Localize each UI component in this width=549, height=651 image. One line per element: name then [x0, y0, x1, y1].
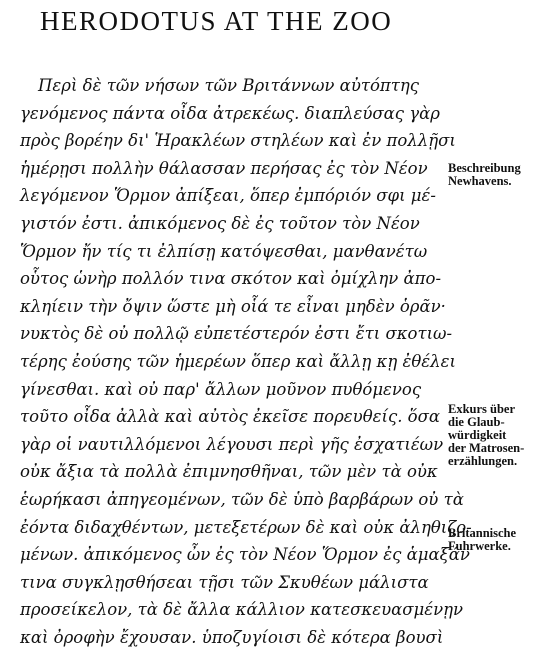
margin-note-line: erzählungen.	[448, 454, 518, 468]
text-line: ἐόντα διδαχθέντων, μετεξετέρων δὲ καὶ οὐκ ἀληθιζο-	[20, 517, 472, 537]
text-line: λεγόμενον Ὅρμον ἀπίξεαι, ὅπερ ἐμπόριόν σφι μέ-	[20, 186, 436, 206]
text-line: καὶ ὀροφὴν ἔχουσαν. ὑποζυγίοισι δὲ κότερα βουσὶ	[20, 627, 444, 647]
margin-note-line: die Glaub-	[448, 415, 505, 429]
text-line: πρὸς βορέην δι' Ἡρακλέων στηλέων καὶ ἐν πολλῇσι	[20, 131, 456, 151]
margin-note-line: würdigkeit	[448, 428, 507, 442]
margin-note-line: Exkurs über	[448, 402, 516, 416]
text-line: ἑωρήκασι ἀπηγεομένων, τῶν δὲ ὑπὸ βαρβάρων οὐ τὰ	[20, 489, 464, 509]
text-line: Ὅρμον ἤν τίς τι ἐλπίσῃ κατόψεσθαι, μανθανέτω	[20, 241, 428, 261]
text-line: μένων. ἀπικόμενος ὦν ἐς τὸν Νέον Ὅρμον ἐς ἁμαξάν	[20, 545, 470, 565]
margin-note-line: der Matrosen-	[448, 441, 525, 455]
text-line: οὐκ ἄξια τὰ πολλὰ ἐπιμνησθῆναι, τῶν μὲν τὰ οὐκ	[20, 462, 438, 482]
text-line: γιστόν ἐστι. ἀπικόμενος δὲ ἐς τοῦτον τὸν Νέον	[20, 213, 420, 233]
text-line: γὰρ οἱ ναυτιλλόμενοι λέγουσι περὶ γῆς ἐσχατιέων	[20, 434, 444, 454]
text-line: τέρης ἐούσης τῶν ἡμερέων ὅπερ καὶ ἄλλῃ κῃ ἐθέλει	[20, 351, 456, 371]
margin-note-line: Beschreibung	[448, 161, 521, 175]
text-line: γίνεσθαι. καὶ οὐ παρ' ἄλλων μοῦνον πυθόμενος	[20, 379, 422, 399]
margin-note-line: Fuhrwerke.	[448, 539, 511, 553]
text-line: γενόμενος πάντα οἶδα ἀτρεκέως. διαπλεύσας γὰρ	[20, 103, 440, 123]
text-line: νυκτὸς δὲ οὐ πολλῷ εὐπετέστερόν ἐστι ἔτι σκοτιω-	[20, 324, 453, 344]
text-line: τοῦτο οἶδα ἀλλὰ καὶ αὐτὸς ἐκεῖσε πορευθείς. ὅσα	[20, 407, 441, 427]
text-line: κληίειν τὴν ὄψιν ὥστε μὴ οἷά τε εἶναι μηδὲν ὁρᾶν·	[20, 296, 446, 316]
text-line: τινα συγκλῃσθήσεαι τῇσι τῶν Σκυθέων μάλιστα	[20, 572, 429, 592]
text-line: οὗτος ὡνὴρ πολλόν τινα σκότον καὶ ὀμίχλην ἀπο-	[20, 269, 442, 289]
text-line: Περὶ δὲ τῶν νήσων τῶν Βριτάννων αὐτόπτης	[38, 76, 420, 95]
text-line: ἡμέρῃσι πολλὴν θάλασσαν περήσας ἐς τὸν Νέον	[20, 158, 428, 178]
text-line: προσείκελον, τὰ δὲ ἄλλα κάλλιον κατεσκευασμένῃν	[20, 600, 464, 620]
margin-note-line: Britannische	[448, 526, 517, 540]
margin-note-sailors	[448, 403, 548, 468]
margin-note-newhaven	[448, 162, 548, 188]
greek-text-body	[20, 72, 472, 651]
margin-note-line: Newhavens.	[448, 174, 512, 188]
page-title: HERODOTUS AT THE ZOO	[40, 6, 393, 36]
margin-note-vehicles	[448, 527, 548, 553]
